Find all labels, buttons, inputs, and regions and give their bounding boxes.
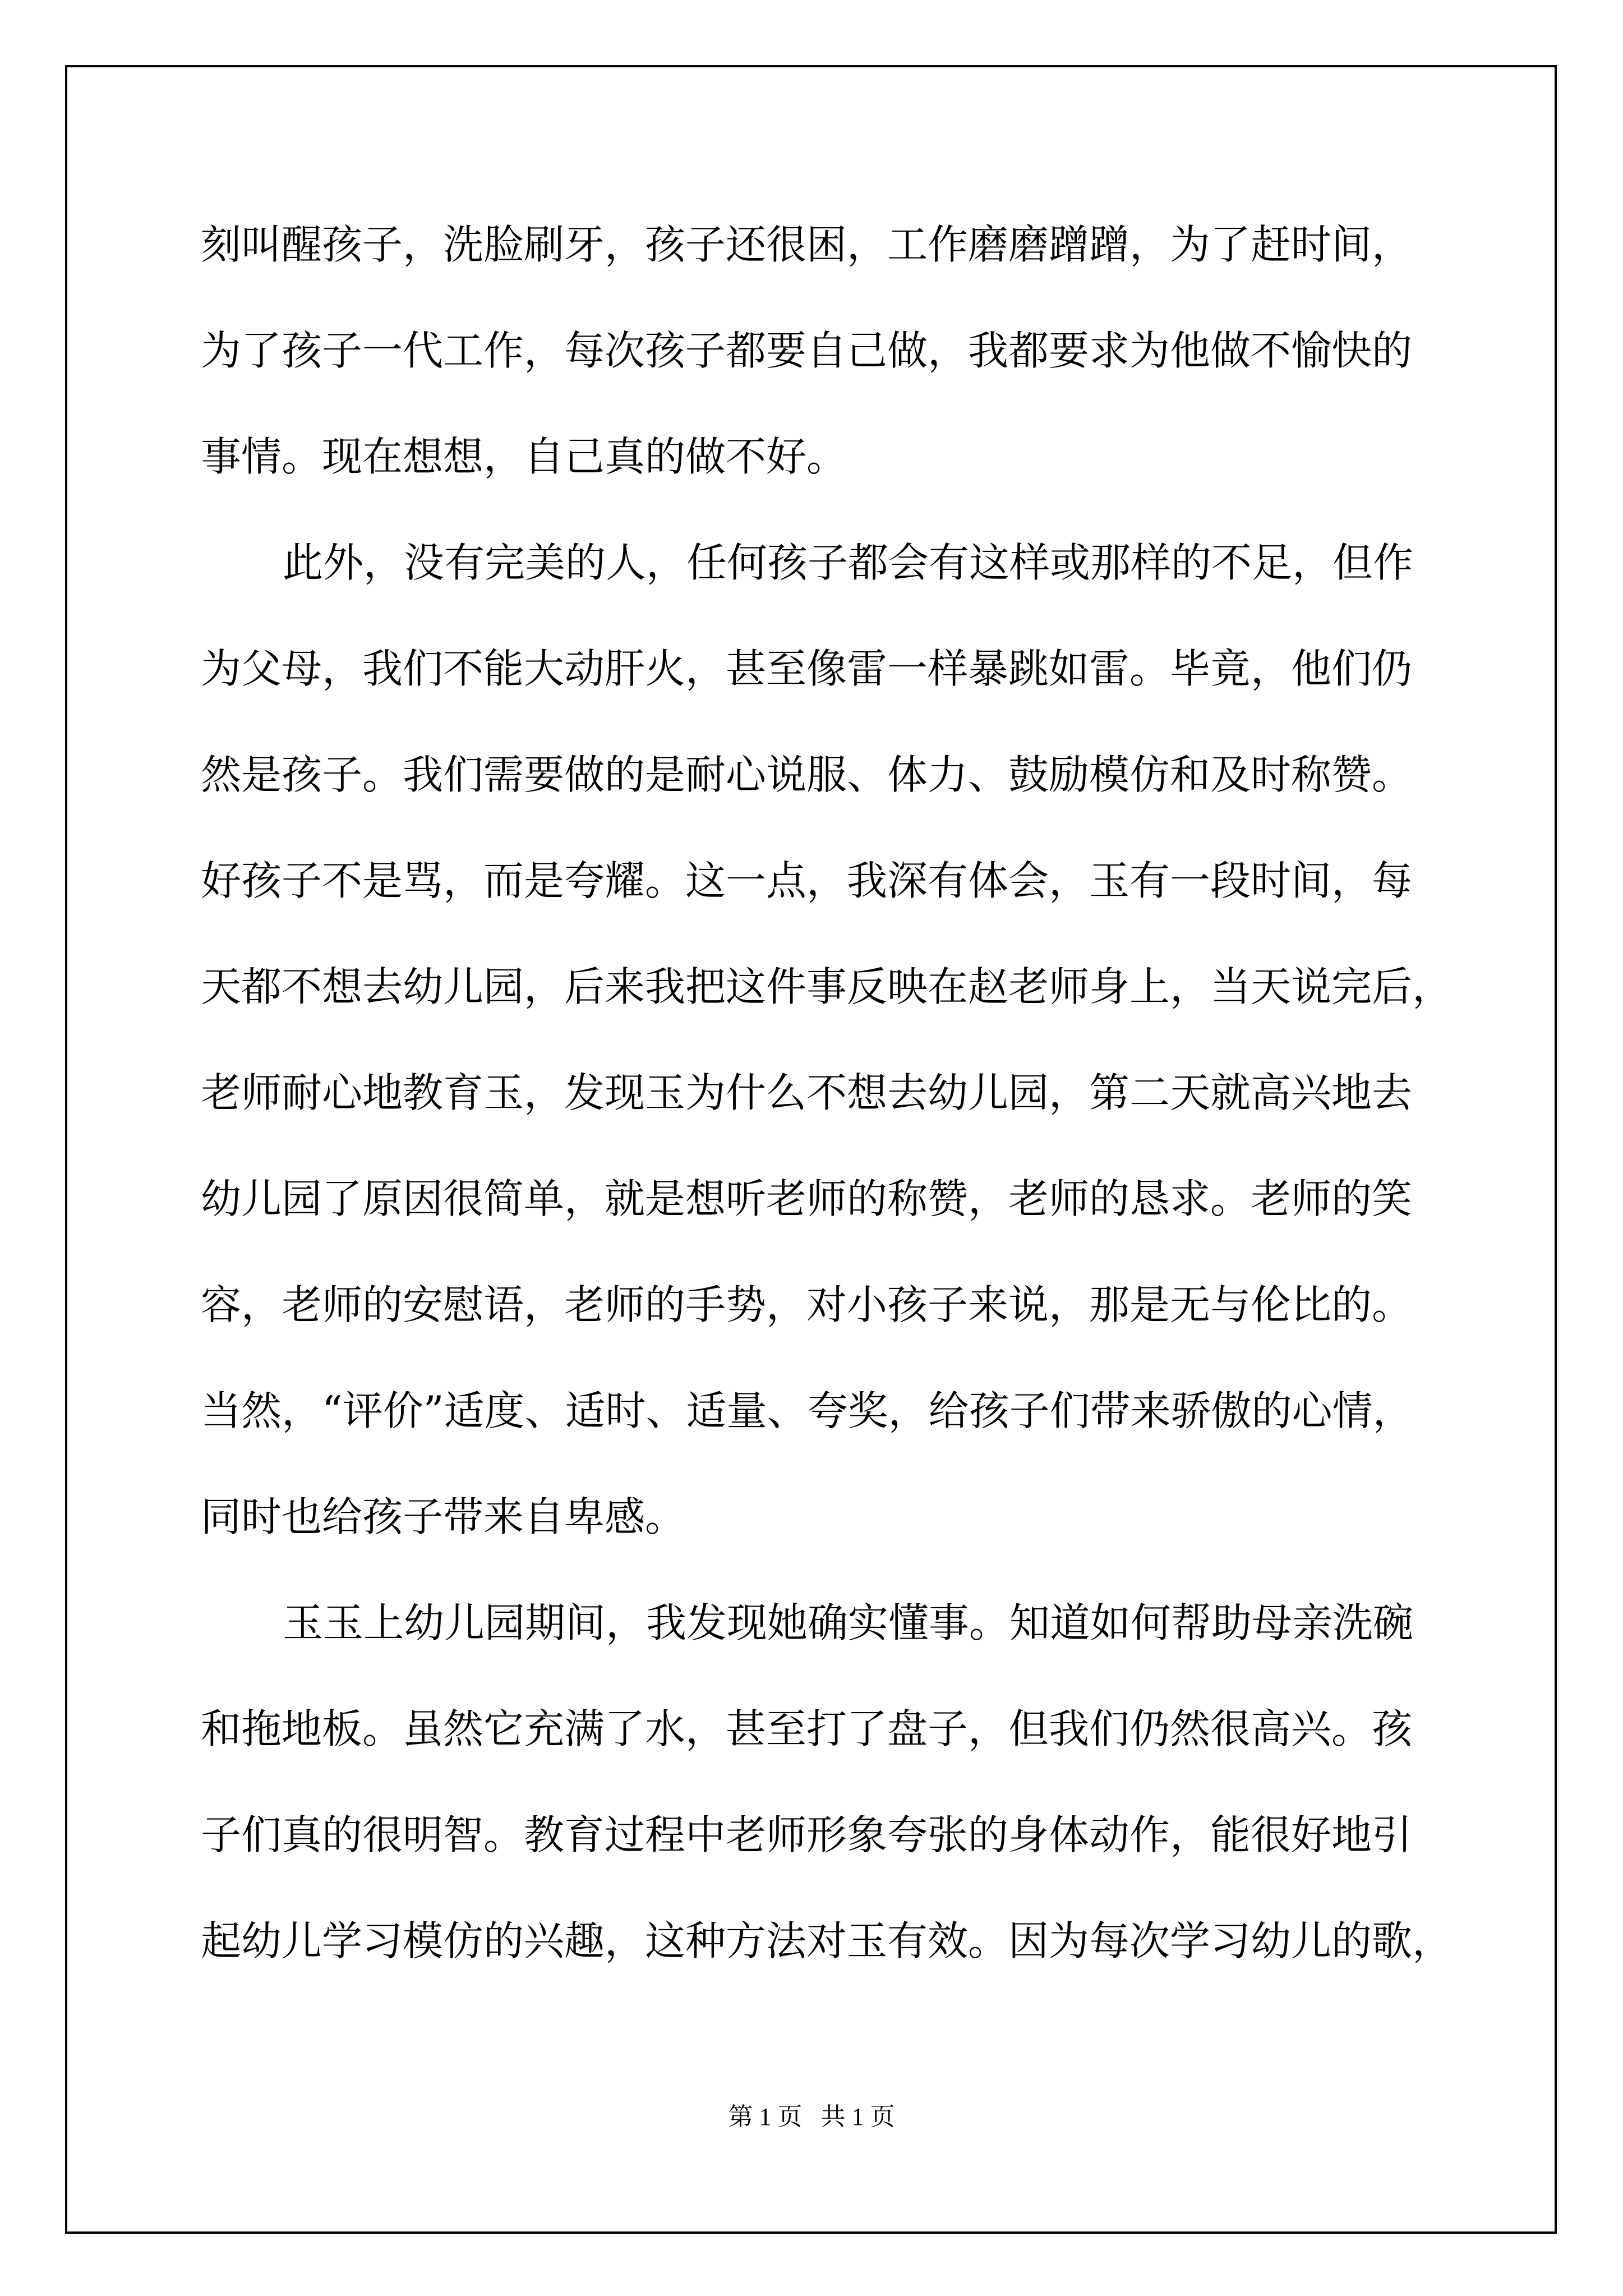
text-line-9: 老师耐心地教育玉，发现玉为什么不想去幼儿园，第二天就高兴地去: [201, 1069, 1413, 1116]
text-line-14: 玉玉上幼儿园期间，我发现她确实懂事。知道如何帮助母亲洗碗: [283, 1599, 1414, 1646]
text-line-1: 刻叫醒孩子，洗脸刷牙，孩子还很困，工作磨磨蹭蹭，为了赶时间，: [201, 221, 1413, 268]
text-line-8: 天都不想去幼儿园，后来我把这件事反映在赵老师身上，当天说完后，: [201, 963, 1453, 1010]
text-line-2: 为了孩子一代工作，每次孩子都要自己做，我都要求为他做不愉快的: [201, 327, 1413, 374]
text-line-10: 幼儿园了原因很简单，就是想听老师的称赞，老师的恳求。老师的笑: [201, 1175, 1413, 1222]
text-line-5: 为父母，我们不能大动肝火，甚至像雷一样暴跳如雷。毕竟，他们仍: [201, 645, 1413, 692]
document-body: [201, 192, 1453, 1994]
text-line-7: 好孩子不是骂，而是夸耀。这一点，我深有体会，玉有一段时间，每: [201, 857, 1413, 904]
text-line-12: 当然，“评价”适度、适时、适量、夸奖，给孩子们带来骄傲的心情，: [201, 1387, 1413, 1434]
text-line-16: 子们真的很明智。教育过程中老师形象夸张的身体动作，能很好地引: [201, 1811, 1413, 1858]
text-line-11: 容，老师的安慰语，老师的手势，对小孩子来说，那是无与伦比的。: [201, 1281, 1413, 1328]
text-line-17: 起幼儿学习模仿的兴趣，这种方法对玉有效。因为每次学习幼儿的歌，: [201, 1917, 1453, 1964]
text-line-6: 然是孩子。我们需要做的是耐心说服、体力、鼓励模仿和及时称赞。: [201, 751, 1413, 798]
text-line-4: 此外，没有完美的人，任何孩子都会有这样或那样的不足，但作: [283, 539, 1414, 586]
text-line-15: 和拖地板。虽然它充满了水，甚至打了盘子，但我们仍然很高兴。孩: [201, 1705, 1413, 1752]
text-line-13: 同时也给孩子带来自卑感。: [201, 1493, 686, 1540]
text-line-3: 事情。现在想想，自己真的做不好。: [201, 433, 847, 480]
page-footer: 第 1 页 共 1 页: [728, 2103, 895, 2131]
